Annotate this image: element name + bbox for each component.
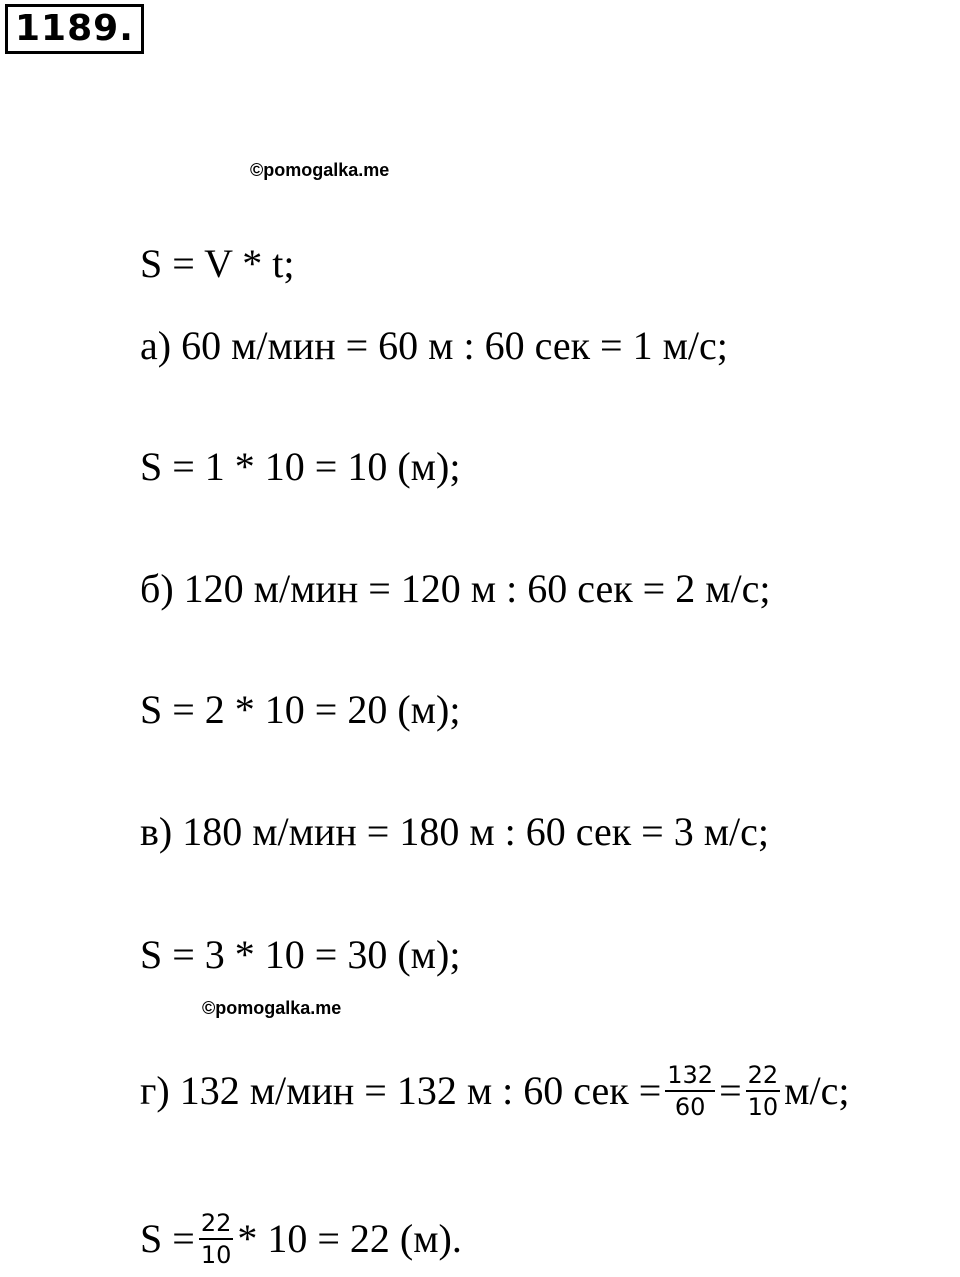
part-g-conversion-prefix: г) 132 м/мин = 132 м : 60 сек = — [140, 1068, 662, 1114]
problem-number: 1189. — [5, 4, 144, 54]
fraction-22-10 — [746, 1060, 781, 1122]
part-g-conversion-suffix: м/с; — [784, 1068, 850, 1114]
part-g-distance-suffix: * 10 = 22 (м). — [237, 1216, 462, 1262]
fraction-denominator: 10 — [200, 1241, 232, 1269]
fraction-denominator: 10 — [747, 1093, 779, 1121]
watermark-top: ©pomogalka.me — [250, 160, 390, 180]
formula-line: S = V * t; — [140, 241, 295, 286]
fraction-numerator: 22 — [746, 1060, 781, 1092]
fraction-132-60 — [665, 1060, 715, 1122]
part-g-conversion — [140, 1061, 850, 1126]
fraction-denominator: 60 — [674, 1093, 706, 1121]
part-b-distance: S = 2 * 10 = 20 (м); — [140, 687, 461, 732]
part-v-conversion: в) 180 м/мин = 180 м : 60 сек = 3 м/с; — [140, 809, 770, 854]
part-a-conversion: а) 60 м/мин = 60 м : 60 сек = 1 м/с; — [140, 323, 728, 368]
part-b-conversion: б) 120 м/мин = 120 м : 60 сек = 2 м/с; — [140, 566, 771, 611]
equals-sign: = — [719, 1068, 742, 1114]
watermark-bottom: ©pomogalka.me — [202, 998, 342, 1018]
fraction-numerator: 132 — [665, 1060, 715, 1092]
fraction-22-10-distance — [199, 1208, 234, 1270]
part-g-distance-prefix: S = — [140, 1216, 195, 1262]
fraction-numerator: 22 — [199, 1208, 234, 1240]
part-g-distance — [140, 1209, 462, 1274]
part-v-distance: S = 3 * 10 = 30 (м); — [140, 932, 461, 977]
part-a-distance: S = 1 * 10 = 10 (м); — [140, 444, 461, 489]
